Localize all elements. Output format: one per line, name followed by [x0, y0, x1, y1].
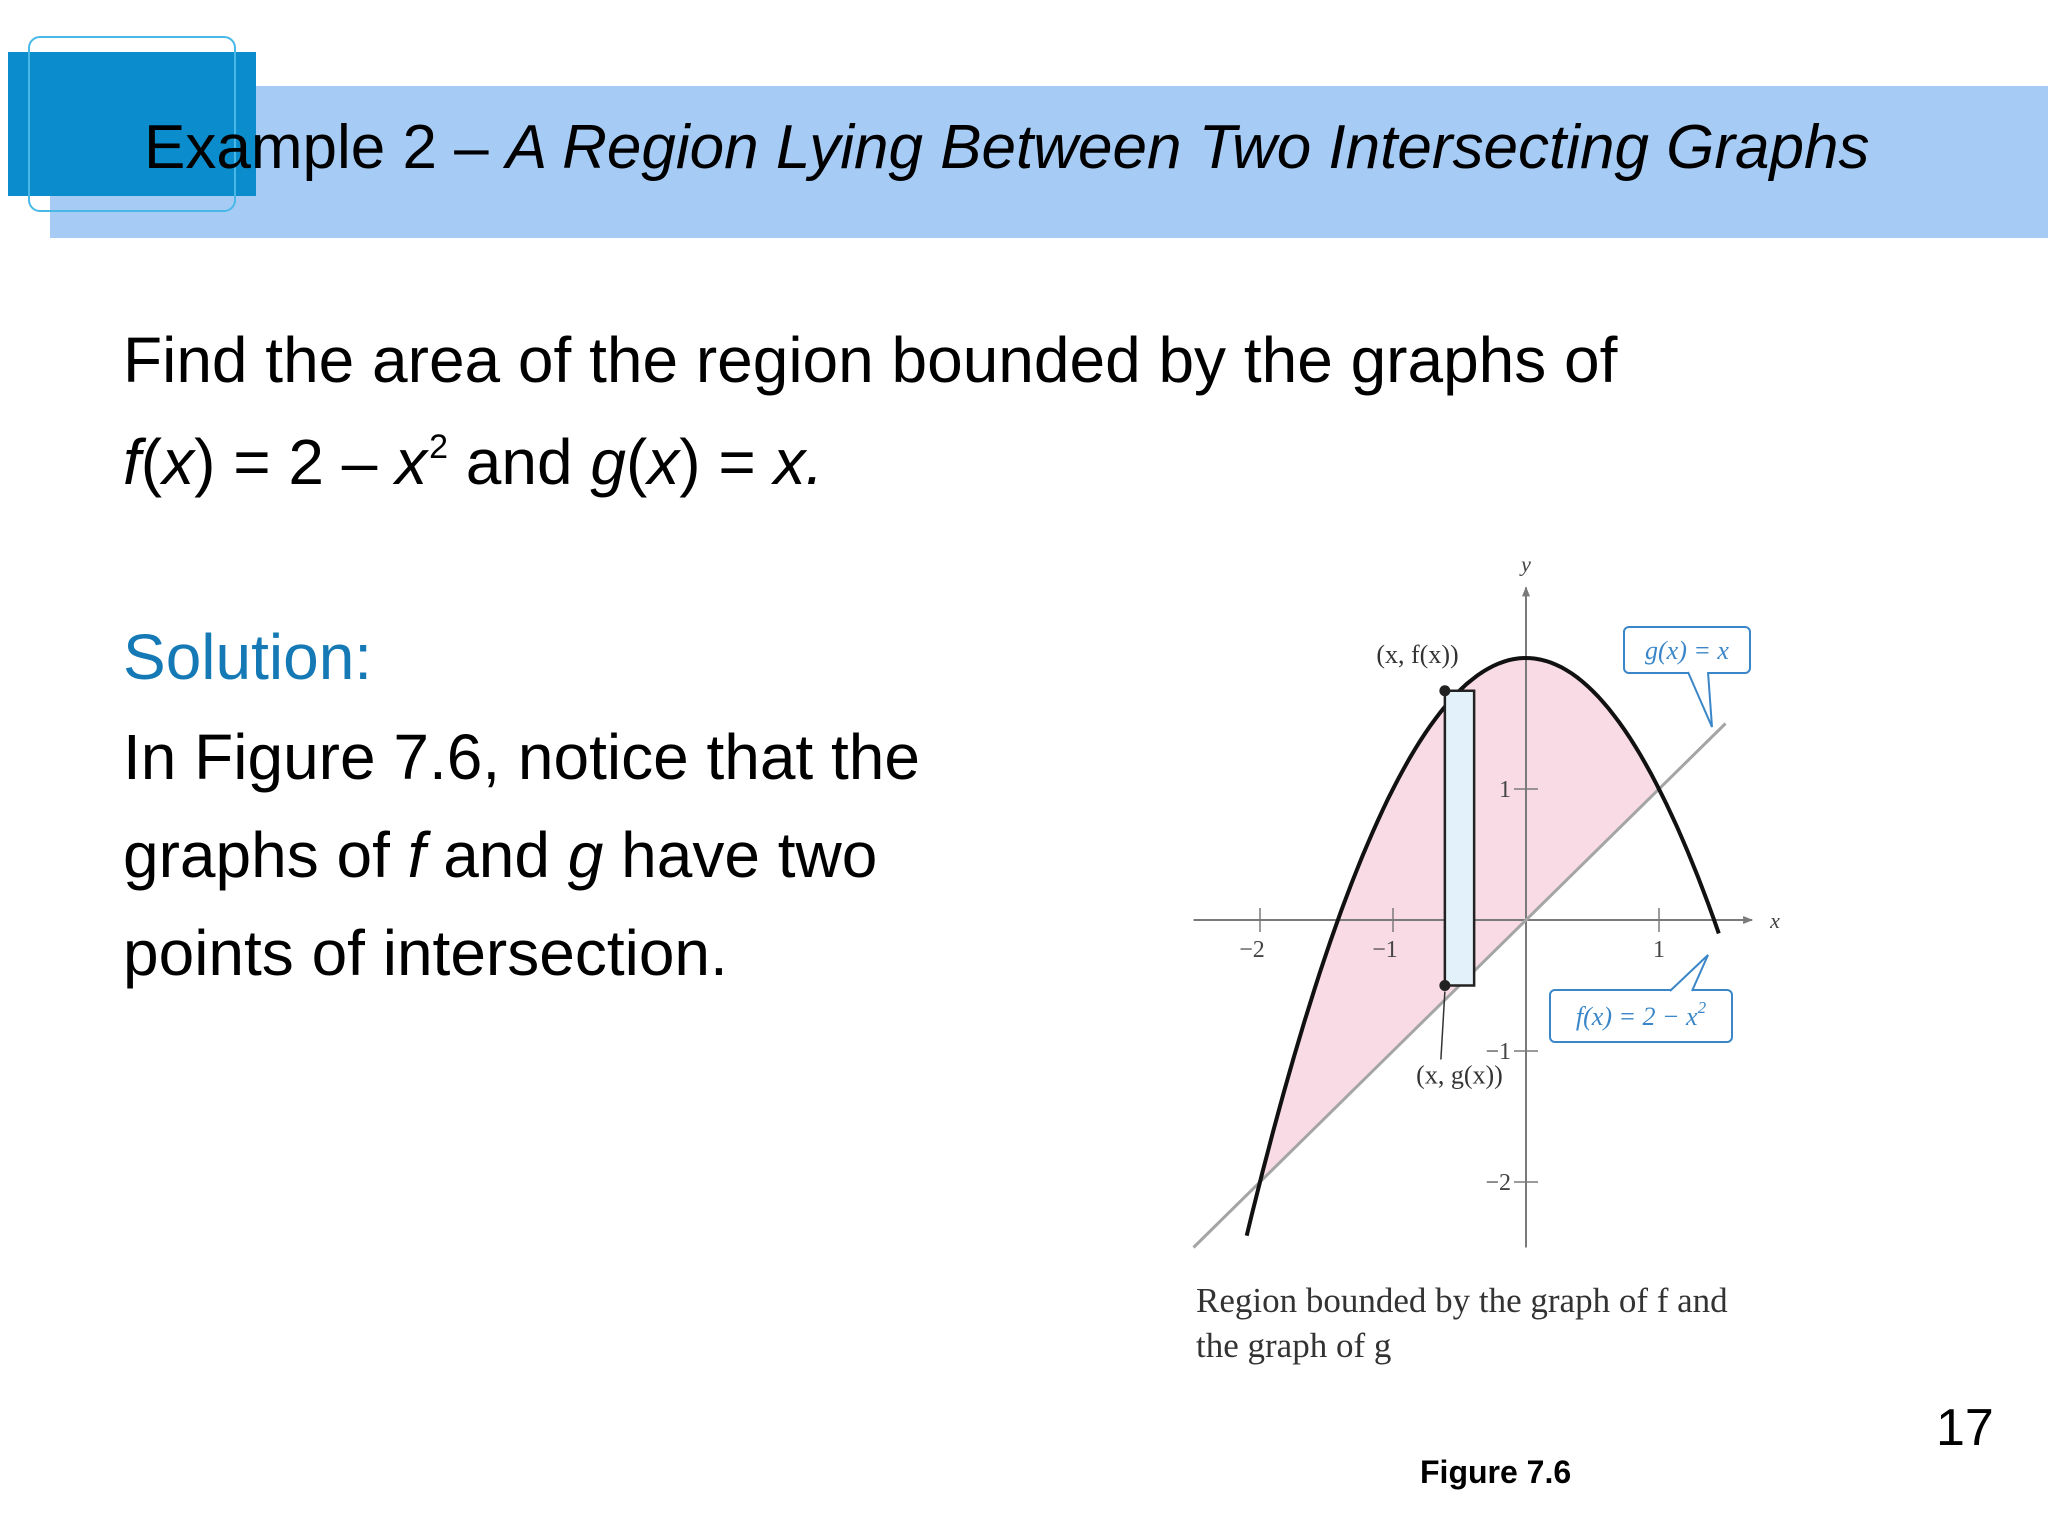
- x-tick-label: 1: [1653, 937, 1665, 963]
- x-var: x: [647, 426, 680, 498]
- x-tick-label: −1: [1372, 937, 1398, 963]
- g-name: g: [590, 426, 626, 498]
- callout-g-text: g(x) = x: [1645, 636, 1729, 665]
- g-name: g: [567, 819, 604, 891]
- point-f: [1439, 685, 1450, 696]
- exponent: 2: [429, 428, 449, 466]
- slide-title: [144, 112, 1869, 183]
- x-tick-label: −2: [1239, 937, 1265, 963]
- x-var: x: [162, 426, 195, 498]
- line2-c: have two: [603, 819, 878, 891]
- callout-f-exponent: 2: [1697, 998, 1707, 1017]
- x-axis-label: x: [1770, 908, 1780, 933]
- eq-end: ) =: [679, 426, 774, 498]
- problem-line-1: Find the area of the region bounded by the graphs of: [123, 324, 1618, 396]
- callout-f-pointer: [1670, 955, 1708, 991]
- figure-description-line-1: Region bounded by the graph of f and: [1196, 1281, 1728, 1320]
- y-tick-label: −1: [1485, 1039, 1511, 1065]
- problem-line-2: $f(x) = 2 - x^2$ and g(x) = x.: [123, 426, 824, 498]
- title-main: A Region Lying Between Two Intersecting Graphs: [505, 113, 1870, 182]
- title-prefix: Example 2 –: [144, 113, 506, 182]
- callout-g: [1624, 627, 1750, 727]
- eq-part: ) = 2 –: [194, 426, 396, 498]
- representative-rectangle: [1445, 691, 1474, 986]
- line2-a: graphs of: [123, 819, 408, 891]
- callout-f: [1550, 955, 1732, 1042]
- figure-description: [1196, 1278, 1796, 1368]
- callout-f-base: f(x) = 2 − x: [1575, 1002, 1698, 1031]
- solution-line-1: In Figure 7.6, notice that the: [123, 721, 920, 793]
- x-end: x.: [773, 426, 824, 498]
- solution-heading: Solution:: [123, 621, 373, 693]
- y-tick-label: −2: [1485, 1170, 1511, 1196]
- figure-description-line-2: the graph of g: [1196, 1326, 1392, 1365]
- x-var: x: [395, 426, 428, 498]
- callout-g-pointer: [1688, 672, 1712, 727]
- point-label-f: (x, f(x)): [1376, 639, 1459, 669]
- y-axis-label: y: [1521, 551, 1531, 577]
- page-number: 17: [1936, 1399, 1994, 1457]
- solution-line-2: [123, 818, 877, 892]
- figure-caption: Figure 7.6: [1420, 1454, 1572, 1490]
- figure-7-6: [1190, 535, 1790, 1255]
- y-tick-label: 1: [1499, 777, 1511, 803]
- and-word: and: [448, 426, 591, 498]
- line2-b: and: [425, 819, 568, 891]
- point-g: [1439, 980, 1450, 991]
- f-name: f: [123, 426, 141, 498]
- f-name: f: [407, 819, 426, 891]
- solution-line-3: points of intersection.: [123, 917, 728, 989]
- callout-f-text: [1576, 998, 1707, 1031]
- point-label-g: (x, g(x)): [1416, 1060, 1503, 1090]
